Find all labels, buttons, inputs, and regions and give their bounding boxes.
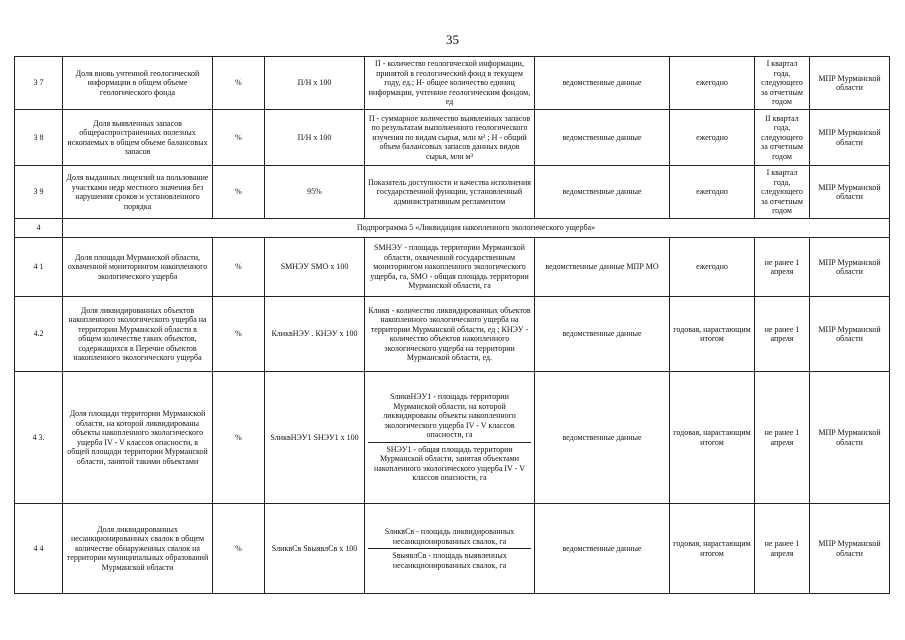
frequency: ежегодно (670, 238, 755, 297)
formula-description (365, 504, 535, 594)
formula: SликвСв SвыявлСв х 100 (265, 504, 365, 594)
table-row (15, 57, 890, 110)
term: I квартал года, следующего за отчетным годом (755, 166, 810, 219)
data-source: ведомственные данные (535, 504, 670, 594)
unit: % (213, 238, 265, 297)
frequency: ежегодно (670, 166, 755, 219)
indicators-table (14, 56, 890, 594)
unit: % (213, 504, 265, 594)
row-number: 4 1 (15, 238, 63, 297)
formula-description-part: SликвНЭУ1 - площадь территории Мурманской области, на которой ликвидированы объекты накопленного экологического ущерба IV - V классов опасности, га (383, 392, 516, 440)
responsible: МПР Мурманской области (810, 504, 890, 594)
responsible: МПР Мурманской области (810, 166, 890, 219)
indicator-name: Доля вновь учтенной геологической информации в общем объеме геологического фонда (63, 57, 213, 110)
term: II квартал года, следующего за отчетным годом (755, 110, 810, 166)
responsible: МПР Мурманской области (810, 110, 890, 166)
term: не ранее 1 апреля (755, 238, 810, 297)
formula: П/Н х 100 (265, 57, 365, 110)
data-source: ведомственные данные (535, 166, 670, 219)
formula-description: SМНЭУ - площадь территории Мурманской области, охваченной государственным мониторингом накопленного экологического ущерба, га, SМО - общая площадь территории Мурманской области, га (365, 238, 535, 297)
row-number: 4 4 (15, 504, 63, 594)
frequency: годовая, нарастающим итогом (670, 372, 755, 504)
row-number: 3 8 (15, 110, 63, 166)
formula: КликвНЭУ . КНЭУ х 100 (265, 297, 365, 372)
unit: % (213, 166, 265, 219)
unit: % (213, 297, 265, 372)
data-source: ведомственные данные (535, 297, 670, 372)
row-number: 3 9 (15, 166, 63, 219)
formula: П/Н х 100 (265, 110, 365, 166)
formula-description-part: SвыявлСв - площадь выявленных несанкционированных свалок, га (368, 548, 531, 572)
indicator-name: Доля ликвидированных объектов накопленного экологического ущерба на территории Мурманской области в общем количестве таких объектов, содержащихся в Перечне объектов накопленного экологического ущерба (63, 297, 213, 372)
row-number: 4.2 (15, 297, 63, 372)
table-row (15, 297, 890, 372)
table-row (15, 504, 890, 594)
term: I квартал года, следующего за отчетным годом (755, 57, 810, 110)
data-source: ведомственные данные (535, 110, 670, 166)
indicator-name: Доля площади территории Мурманской области, на которой ликвидированы объекты накопленного экологического ущерба IV - V классов опасности, в общей площади территории Мурманской области, занятой такими объектами (63, 372, 213, 504)
formula-description: Показатель доступности и качества исполнения государственной функции, установленный административным регламентом (365, 166, 535, 219)
page-number: 35 (446, 32, 459, 47)
section-row (15, 219, 890, 238)
table-row (15, 238, 890, 297)
formula-description: П - количество геологической информации, принятой в геологический фонд в текущем году, ед.; Н- общее количество единиц информации, учтенное геологическим фондом, ед (365, 57, 535, 110)
unit: % (213, 57, 265, 110)
term: не ранее 1 апреля (755, 297, 810, 372)
frequency: годовая, нарастающим итогом (670, 504, 755, 594)
responsible: МПР Мурманской области (810, 57, 890, 110)
term: не ранее 1 апреля (755, 372, 810, 504)
indicator-name: Доля выданных лицензий на пользование участками недр местного значения без нарушения сроков и установленного порядка (63, 166, 213, 219)
table-row (15, 372, 890, 504)
frequency: ежегодно (670, 110, 755, 166)
table-body (15, 57, 890, 594)
data-source: ведомственные данные МПР МО (535, 238, 670, 297)
frequency: ежегодно (670, 57, 755, 110)
unit: % (213, 110, 265, 166)
row-number: 3 7 (15, 57, 63, 110)
formula-description: П - суммарное количество выявленных запасов по результатам выполненного геологического изучения по видам сырья, млн м³ ; Н - общий объем балансовых запасов данных видов сырья, млн м³ (365, 110, 535, 166)
formula: SликвНЭУ1 SНЭУ1 х 100 (265, 372, 365, 504)
formula: SМНЭУ SМО х 100 (265, 238, 365, 297)
table-row (15, 166, 890, 219)
row-number: 4 3. (15, 372, 63, 504)
data-source: ведомственные данные (535, 57, 670, 110)
responsible: МПР Мурманской области (810, 372, 890, 504)
responsible: МПР Мурманской области (810, 238, 890, 297)
section-title: Подпрограмма 5 «Ликвидация накопленного экологического ущерба» (63, 219, 890, 238)
section-number: 4 (15, 219, 63, 238)
data-source: ведомственные данные (535, 372, 670, 504)
responsible: МПР Мурманской области (810, 297, 890, 372)
formula-description-part: SликвСв - площадь ликвидированных несанкционированных свалок, га (384, 527, 515, 546)
formula-description (365, 372, 535, 504)
term: не ранее 1 апреля (755, 504, 810, 594)
formula-description: Кликв - количество ликвидированных объектов накопленного экологического ущерба на территории Мурманской области, ед ; КНЭУ - количество объектов накопленного экологического ущерба на территории Мурманской области, ед. (365, 297, 535, 372)
indicator-name: Доля площади Мурманской области, охваченной мониторингом накопленного экологического ущерба (63, 238, 213, 297)
table-row (15, 110, 890, 166)
formula: 95% (265, 166, 365, 219)
indicator-name: Доля выявленных запасов общераспространенных полезных ископаемых в общем объеме балансовых запасов (63, 110, 213, 166)
formula-description-part: SНЭУ1 - общая площадь территории Мурманской области, занятая объектами накопленного экологического ущерба IV - V классов опасности, га (368, 442, 531, 485)
frequency: годовая, нарастающим итогом (670, 297, 755, 372)
indicator-name: Доля ликвидированных несанкционированных свалок в общем количестве обнаруженных свалок на территории муниципальных образований Мурманской области (63, 504, 213, 594)
unit: % (213, 372, 265, 504)
